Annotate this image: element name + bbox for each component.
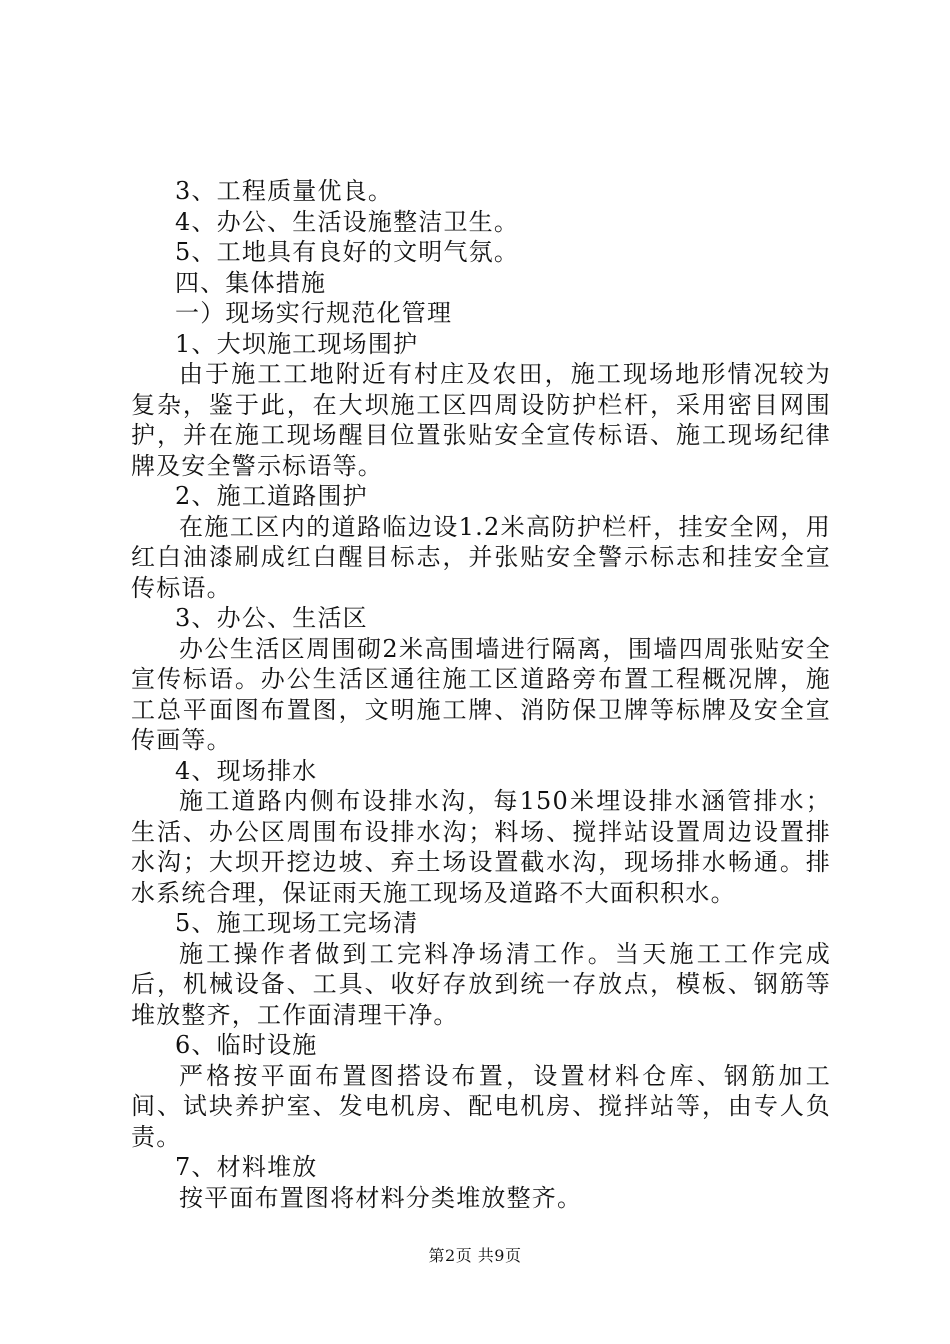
item-heading: 6、临时设施	[175, 1031, 318, 1059]
paragraph: 办公生活区周围砌2米高围墙进行隔离，围墙四周张贴安全宣传标语。办公生活区通往施工区道路旁布置工程概况牌，施工总平面图布置图，文明施工牌、消防保卫牌等标牌及安全宣传画等。	[131, 634, 831, 754]
paragraph: 严格按平面布置图搭设布置，设置材料仓库、钢筋加工间、试块养护室、发电机房、配电机房、搅拌站等，由专人负责。	[131, 1061, 831, 1151]
item-heading: 2、施工道路围护	[175, 482, 368, 510]
item-heading: 4、现场排水	[175, 756, 318, 785]
paragraph: 由于施工工地附近有村庄及农田，施工现场地形情况较为复杂，鉴于此，在大坝施工区四周设防护栏杆，采用密目网围护，并在施工现场醒目位置张贴安全宣传标语、施工现场纪律牌及安全警示标语等。	[131, 360, 831, 480]
list-item: 5、工地具有良好的文明气氛。	[175, 238, 520, 266]
document-body	[131, 176, 831, 1213]
item-heading: 7、材料堆放	[175, 1153, 318, 1181]
list-item: 3、工程质量优良。	[175, 177, 394, 205]
paragraph: 在施工区内的道路临边设1.2米高防护栏杆，挂安全网，用红白油漆刷成红白醒目标志，并张贴安全警示标志和挂安全宣传标语。	[131, 512, 831, 602]
list-item: 4、办公、生活设施整洁卫生。	[175, 207, 520, 236]
section-heading: 四、集体措施	[175, 268, 327, 297]
item-heading: 1、大坝施工现场围护	[175, 329, 419, 358]
page-number-footer: 第2页 共9页	[428, 1246, 522, 1265]
subsection-heading: 一）现场实行规范化管理	[175, 299, 453, 327]
item-heading: 3、办公、生活区	[175, 604, 368, 632]
paragraph: 施工操作者做到工完料净场清工作。当天施工工作完成后，机械设备、工具、收好存放到统一存放点，模板、钢筋等堆放整齐，工作面清理干净。	[131, 939, 831, 1029]
paragraph: 施工道路内侧布设排水沟，每150米埋设排水涵管排水；生活、办公区周围布设排水沟；料场、搅拌站设置周边设置排水沟；大坝开挖边坡、弃土场设置截水沟，现场排水畅通。排水系统合理，保证雨天施工现场及道路不大面积积水。	[131, 787, 831, 907]
paragraph: 按平面布置图将材料分类堆放整齐。	[179, 1183, 583, 1212]
item-heading: 5、施工现场工完场清	[175, 909, 419, 937]
